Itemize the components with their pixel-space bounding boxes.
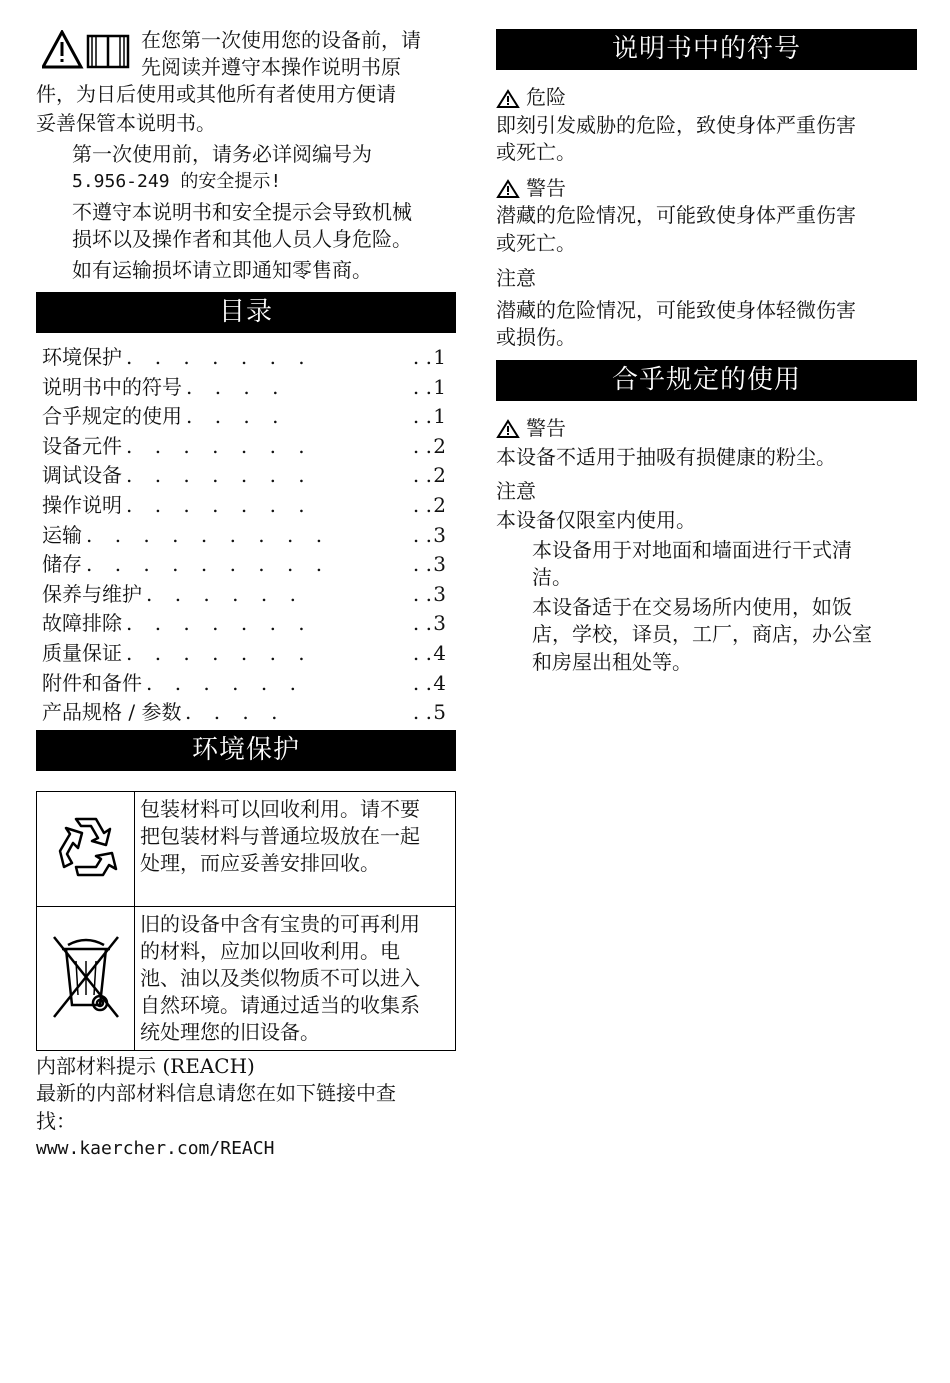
use-warning-text: 本设备不适用于抽吸有损健康的粉尘。 (496, 445, 836, 469)
toc-item-page: 3 (433, 552, 446, 577)
crossed-bin-icon (50, 931, 122, 1021)
left-column (36, 0, 456, 1163)
toc-item-page: 4 (433, 640, 446, 665)
toc-item-label: 故障排除 (42, 611, 122, 636)
weee-line-e: 统处理您的旧设备。 (140, 1019, 320, 1044)
toc-leader-dots: . . . . . . . (126, 433, 313, 458)
toc-page-dots: . . (412, 611, 432, 636)
warning-manual-icon (42, 30, 130, 70)
toc-page-dots: . . (412, 522, 432, 547)
weee-line-d: 自然环境。请通过适当的收集系 (140, 992, 420, 1017)
right-column (496, 29, 917, 676)
intro-p2a: 第一次使用前，请务必详阅编号为 (72, 141, 372, 166)
caution-line-b: 或损伤。 (496, 325, 576, 349)
toc-leader-dots: . . . . . . (146, 581, 304, 606)
toc-item[interactable] (36, 491, 456, 521)
toc-item-label: 调试设备 (42, 463, 122, 488)
toc-page-dots: . . (412, 404, 432, 429)
use-b2a: 本设备适于在交易场所内使用，如饭 (532, 594, 852, 619)
toc-item-label: 说明书中的符号 (42, 374, 182, 399)
warning-triangle-icon (496, 419, 520, 439)
toc-list (36, 343, 456, 728)
toc-item[interactable] (36, 550, 456, 580)
toc-item-page: 2 (433, 433, 446, 458)
toc-leader-dots: . . . . . . . . . (86, 552, 331, 577)
toc-item-page: 4 (433, 670, 446, 695)
toc-page-dots: . . (412, 492, 432, 517)
toc-leader-dots: . . . . . . (146, 670, 304, 695)
toc-item-label: 环境保护 (42, 345, 122, 369)
toc-leader-dots: . . . . . . . (126, 492, 313, 517)
toc-item-page: 5 (433, 700, 446, 725)
use-warning-heading (496, 415, 917, 443)
toc-item-label: 储存 (42, 552, 82, 577)
weee-line-c: 池、油以及类似物质不可以进入 (140, 965, 420, 990)
warning-triangle-icon (496, 179, 520, 199)
toc-item-label: 操作说明 (42, 492, 122, 517)
warning-label: 警告 (526, 175, 566, 200)
recycle-line-a: 包装材料可以回收利用。请不要 (140, 796, 420, 821)
toc-page-dots: . . (412, 700, 432, 725)
toc-page-dots: . . (412, 463, 432, 488)
intro-p3b: 损坏以及操作者和其他人员人身危险。 (72, 227, 412, 251)
toc-item-page: 1 (433, 345, 446, 369)
use-b1b: 洁。 (532, 565, 572, 589)
toc-leader-dots: . . . . . . . . . (86, 522, 331, 547)
toc-item[interactable] (36, 521, 456, 551)
toc-item[interactable] (36, 402, 456, 432)
reach-line-b: 找： (36, 1108, 76, 1133)
toc-item-label: 合乎规定的使用 (42, 404, 182, 429)
toc-leader-dots: . . . . . . . (126, 640, 313, 665)
toc-item[interactable] (36, 373, 456, 403)
use-caution-text: 本设备仅限室内使用。 (496, 508, 696, 532)
intro-line-4: 妥善保管本说明书。 (36, 111, 216, 135)
weee-text (135, 906, 456, 1050)
danger-line-a: 即刻引发威胁的危险，致使身体严重伤害 (496, 112, 856, 137)
toc-item[interactable] (36, 669, 456, 699)
caution-line-a: 潜藏的危险情况，可能致使身体轻微伤害 (496, 297, 856, 322)
toc-item-page: 1 (433, 374, 446, 399)
toc-item-page: 3 (433, 611, 446, 636)
toc-item-page: 2 (433, 492, 446, 517)
recycle-cell (37, 791, 135, 906)
toc-item-page: 2 (433, 463, 446, 488)
intro-p3a: 不遵守本说明书和安全提示会导致机械 (72, 199, 412, 224)
toc-item[interactable] (36, 609, 456, 639)
intro-p2b: 5.956-249 的安全提示! (72, 171, 282, 192)
use-b2b: 店，学校，译员，工厂，商店，办公室 (532, 622, 872, 646)
use-caution-label: 注意 (496, 478, 536, 503)
toc-item[interactable] (36, 461, 456, 491)
toc-item[interactable] (36, 639, 456, 669)
env-table (36, 791, 456, 1051)
intro-block (36, 0, 456, 110)
warning-heading (496, 175, 917, 203)
caution-label: 注意 (496, 266, 536, 290)
weee-line-a: 旧的设备中含有宝贵的可再利用 (140, 911, 420, 936)
toc-item[interactable] (36, 432, 456, 462)
toc-item-label: 设备元件 (42, 433, 122, 458)
toc-page-dots: . . (412, 433, 432, 458)
toc-item-label: 保养与维护 (42, 581, 142, 606)
toc-item-label: 质量保证 (42, 640, 122, 665)
toc-item[interactable] (36, 343, 456, 373)
toc-page-dots: . . (412, 670, 432, 695)
warning-line-a: 潜藏的危险情况，可能致使身体严重伤害 (496, 203, 856, 227)
toc-leader-dots: . . . . (186, 404, 287, 429)
intro-line-1: 在您第一次使用您的设备前，请 (141, 28, 421, 52)
toc-leader-dots: . . . . . . . (126, 345, 313, 369)
toc-item-page: 3 (433, 581, 446, 606)
toc-item-label: 附件和备件 (42, 670, 142, 695)
recycle-line-b: 把包装材料与普通垃圾放在一起 (140, 823, 420, 848)
intro-line-2: 先阅读并遵守本操作说明书原 (141, 55, 401, 79)
symbols-title: 说明书中的符号 (496, 29, 917, 70)
toc-leader-dots: . . . . (186, 374, 287, 399)
reach-url[interactable]: www.kaercher.com/REACH (36, 1138, 275, 1160)
danger-line-b: 或死亡。 (496, 140, 576, 164)
toc-leader-dots: . . . . . . . (126, 463, 313, 488)
reach-line-a: 最新的内部材料信息请您在如下链接中查 (36, 1081, 396, 1106)
recycle-text (135, 791, 456, 906)
intro-line-3: 件，为日后使用或其他所有者使用方便请 (36, 82, 396, 106)
use-b1a: 本设备用于对地面和墙面进行干式清 (532, 537, 852, 562)
toc-item[interactable] (36, 698, 456, 728)
danger-label: 危险 (526, 85, 566, 109)
toc-item-label: 运输 (42, 522, 82, 547)
toc-page-dots: . . (412, 552, 432, 577)
intro-p4: 如有运输损坏请立即通知零售商。 (72, 257, 372, 282)
recycle-icon (46, 807, 126, 887)
danger-heading (496, 84, 917, 112)
toc-page-dots: . . (412, 345, 432, 369)
use-warning-label: 警告 (526, 415, 566, 440)
toc-item-page: 3 (433, 522, 446, 547)
toc-item[interactable] (36, 580, 456, 610)
toc-title: 目录 (36, 292, 456, 333)
toc-leader-dots: . . . . (185, 700, 286, 725)
toc-page-dots: . . (412, 374, 432, 399)
toc-item-label: 产品规格 / 参数 (42, 700, 182, 725)
warning-line-b: 或死亡。 (496, 230, 576, 255)
weee-line-b: 的材料，应加以回收利用。电 (140, 938, 400, 963)
recycle-line-c: 处理，而应妥善安排回收。 (140, 850, 380, 875)
weee-cell (37, 906, 135, 1050)
toc-page-dots: . . (412, 640, 432, 665)
use-title: 合乎规定的使用 (496, 360, 917, 401)
reach-title: 内部材料提示 (REACH) (36, 1053, 255, 1078)
env-title: 环境保护 (36, 730, 456, 771)
use-b2c: 和房屋出租处等。 (532, 649, 692, 674)
toc-leader-dots: . . . . . . . (126, 611, 313, 636)
warning-triangle-icon (496, 89, 520, 109)
toc-page-dots: . . (412, 581, 432, 606)
toc-item-page: 1 (433, 404, 446, 429)
